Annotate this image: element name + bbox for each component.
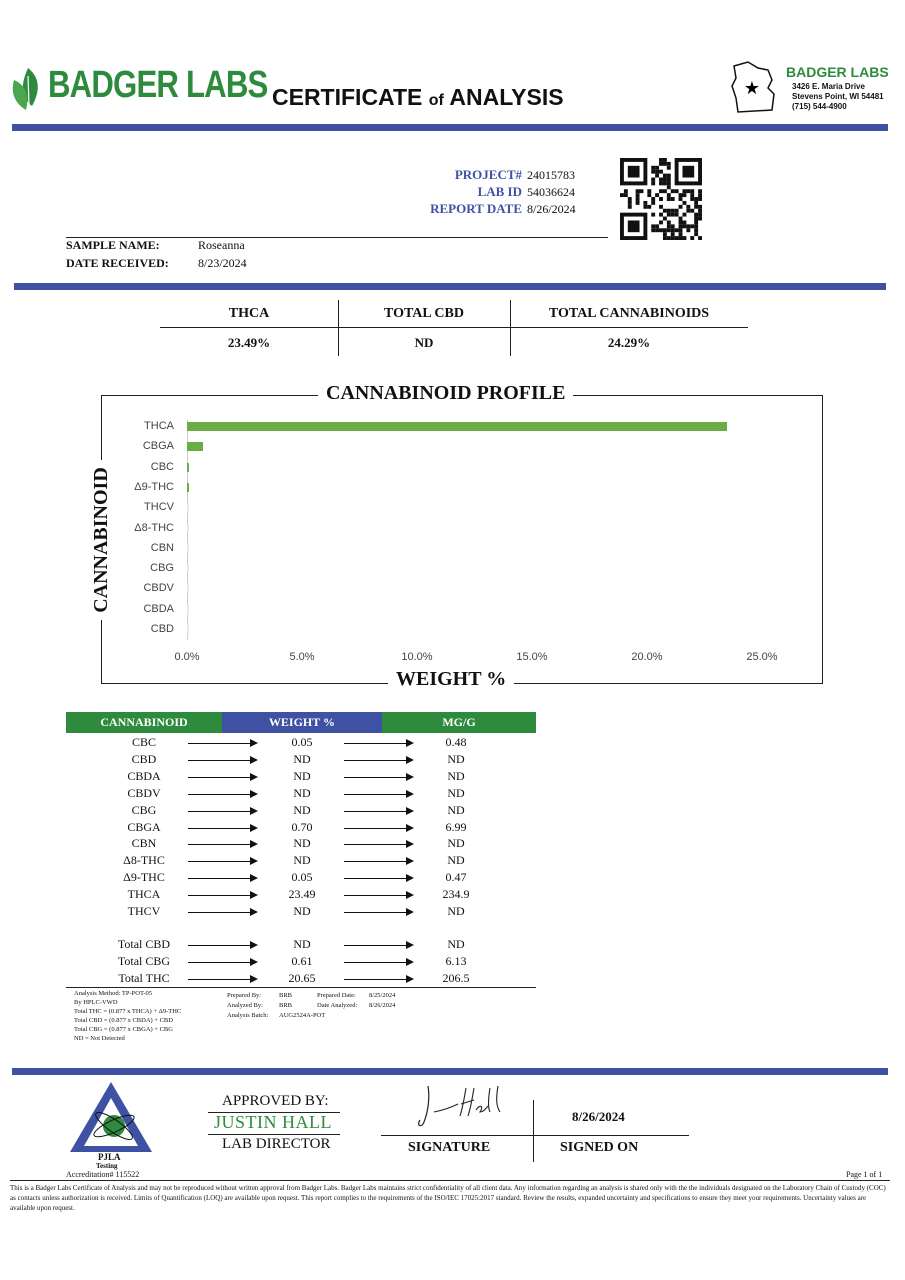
disclaimer-text: This is a Badger Labs Certificate of Analysis and may not be reproduced without written approval from Badger Labs. Badger Labs maintains strict confidentiality of all client data. Any information regarding an analysis is shared only with the the individuals designated on the Laboratory Chain of Custody (COC) as contacts unless authorization is received. Limits of Quantification (LOQ) are available upon request. This report complies to the requirements of the ISO/IEC 17025:2017 standard. Review the results, expanded uncertainty and specifications to ensure they meet your requirements. Uncertainty values are available upon request.	[10, 1184, 886, 1212]
chart-bar	[187, 442, 203, 451]
mg-g-cell: 6.99	[445, 819, 467, 834]
arrow-icon	[188, 777, 256, 778]
chart-bar	[187, 524, 189, 533]
chart-category-label: CBG	[150, 562, 174, 575]
cannabinoid-cell: Total CBG	[117, 953, 171, 968]
header-divider	[12, 124, 888, 131]
summary-header-thca: THCA	[228, 306, 270, 321]
weight-cell: ND	[293, 785, 311, 800]
lab-address-line2: Stevens Point, WI 54481	[792, 92, 884, 101]
pjla-logo	[68, 1080, 154, 1154]
sample-name-value: Roseanna	[198, 238, 245, 252]
chart-tick-label: 25.0%	[746, 651, 778, 663]
weight-cell: ND	[293, 802, 311, 817]
mg-g-cell: 0.47	[445, 870, 467, 885]
mg-g-cell: ND	[447, 904, 465, 918]
chart-category-label: THCA	[144, 420, 174, 432]
table-row	[66, 887, 536, 904]
cannabinoid-cell: THCV	[127, 904, 161, 918]
report-date-value: 8/26/2024	[527, 202, 576, 216]
arrow-icon	[344, 777, 412, 778]
lab-address-line1: 3426 E. Maria Drive	[792, 82, 865, 91]
mg-g-cell: ND	[447, 751, 465, 766]
cannabinoid-cell: CBC	[131, 735, 156, 749]
signature-image	[414, 1082, 510, 1134]
cannabinoid-cell: CBGA	[127, 819, 161, 834]
lab-phone: (715) 544-4900	[792, 102, 847, 111]
summary-value-total-cbd: ND	[414, 335, 434, 350]
chart-category-label: CBN	[150, 541, 174, 554]
chart-frame	[101, 395, 823, 684]
totals-row	[66, 937, 536, 954]
table-row	[66, 870, 536, 887]
date-received-value: 8/23/2024	[198, 256, 247, 270]
weight-cell: ND	[293, 904, 311, 918]
cannabinoid-cell: THCA	[127, 887, 161, 902]
signature-line	[381, 1135, 689, 1136]
chart-bar	[187, 544, 189, 553]
arrow-icon	[188, 861, 256, 862]
svg-text:★: ★	[743, 78, 761, 99]
arrow-icon	[188, 979, 256, 980]
chart-category-label: CBDV	[143, 582, 174, 595]
arrow-icon	[188, 945, 256, 946]
prep-info: Prepared By: BRB Prepared Date: 8/25/2024 Analyzed By: BRB Date Analyzed: 8/26/2024 Analysis Batch: AUG2524A-POT	[227, 992, 396, 1019]
summary-value-total-cannabinoids: 24.29%	[607, 335, 651, 350]
chart-tick-label: 15.0%	[516, 651, 548, 663]
lab-id-label: LAB ID	[477, 184, 522, 199]
arrow-icon	[344, 962, 412, 963]
lab-id-value: 54036624	[527, 185, 575, 199]
arrow-icon	[188, 794, 256, 795]
cannabinoid-cell: CBDA	[127, 768, 161, 783]
weight-cell: 0.05	[291, 870, 313, 885]
mg-g-cell: 234.9	[442, 887, 470, 902]
brand-logo	[10, 66, 46, 112]
method-note-line: By HPLC-VWD	[74, 999, 118, 1006]
arrow-icon	[344, 811, 412, 812]
weight-cell: 23.49	[288, 887, 316, 902]
mg-g-cell: ND	[447, 853, 465, 868]
results-header-cannabinoid: CANNABINOID	[66, 712, 222, 733]
table-row	[66, 769, 536, 786]
summary-value-thca: 23.49%	[227, 335, 271, 350]
cannabinoid-cell: CBN	[131, 836, 157, 851]
signed-on-label: SIGNED ON	[560, 1140, 639, 1155]
arrow-icon	[188, 844, 256, 845]
chart-y-axis-title: CANNABINOID	[90, 460, 116, 620]
document-title: CERTIFICATE of ANALYSIS	[272, 84, 564, 110]
chart-category-label: Δ9-THC	[134, 480, 174, 493]
chart-tick-label: 10.0%	[401, 651, 433, 663]
chart-x-axis-title: WEIGHT %	[388, 668, 514, 691]
summary-header-total-cannabinoids: TOTAL CANNABINOIDS	[548, 306, 710, 321]
arrow-icon	[188, 912, 256, 913]
arrow-icon	[344, 878, 412, 879]
signature-label: SIGNATURE	[408, 1140, 491, 1155]
weight-cell: 20.65	[288, 970, 316, 985]
method-note-line: Total CBD = (0.877 x CBDA) + CBD	[74, 1017, 173, 1024]
mg-g-cell: ND	[447, 937, 465, 951]
arrow-icon	[188, 895, 256, 896]
weight-cell: 0.61	[291, 953, 313, 968]
arrow-icon	[344, 844, 412, 845]
arrow-icon	[344, 828, 412, 829]
arrow-icon	[344, 861, 412, 862]
chart-category-label: Δ8-THC	[134, 521, 174, 534]
chart-bar	[187, 625, 189, 634]
cannabinoid-cell: CBDV	[127, 785, 161, 800]
pjla-label: PJLA	[98, 1152, 121, 1162]
chart-bar	[187, 463, 189, 472]
cannabinoid-cell: Total CBD	[117, 937, 171, 951]
cannabinoid-cell: Δ8-THC	[123, 853, 165, 868]
accreditation-number: Accreditation# 115522	[66, 1170, 140, 1179]
arrow-icon	[344, 945, 412, 946]
chart-bar	[187, 584, 189, 593]
results-header-mg-g: MG/G	[382, 712, 536, 733]
arrow-icon	[344, 895, 412, 896]
chart-category-label: THCV	[144, 501, 174, 514]
approver-line-bottom	[208, 1134, 340, 1135]
chart-bar	[187, 483, 189, 492]
chart-tick-label: 5.0%	[289, 651, 315, 663]
table-row	[66, 853, 536, 870]
chart-tick-label: 20.0%	[631, 651, 663, 663]
approved-by-label: APPROVED BY:	[222, 1093, 329, 1109]
mg-g-cell: ND	[447, 768, 465, 783]
cannabinoid-cell: Total THC	[118, 970, 170, 985]
method-note-line: Total THC = (0.877 x THCA) + Δ9-THC	[74, 1008, 182, 1015]
arrow-icon	[344, 743, 412, 744]
weight-cell: ND	[293, 751, 311, 766]
chart-title: CANNABINOID PROFILE	[318, 382, 573, 405]
chart-category-label: CBGA	[142, 440, 174, 453]
sample-name-label: SAMPLE NAME:	[66, 238, 160, 252]
project-value: 24015783	[527, 168, 575, 182]
wisconsin-map-icon	[728, 58, 780, 118]
project-label: PROJECT#	[454, 167, 522, 182]
page-number: Page 1 of 1	[846, 1170, 883, 1179]
chart-bar	[187, 564, 189, 573]
table-row	[66, 786, 536, 803]
approver-name: JUSTIN HALL	[214, 1112, 332, 1132]
report-date-label: REPORT DATE	[430, 201, 522, 216]
totals-row	[66, 971, 536, 988]
table-row	[66, 752, 536, 769]
signature-divider	[533, 1100, 534, 1162]
mg-g-cell: 6.13	[445, 953, 467, 968]
lab-name: BADGER LABS	[786, 64, 889, 80]
table-row	[66, 836, 536, 853]
arrow-icon	[344, 912, 412, 913]
chart-bar	[187, 503, 189, 512]
chart-tick-label: 0.0%	[174, 651, 200, 663]
arrow-icon	[188, 878, 256, 879]
mg-g-cell: 0.48	[445, 735, 467, 749]
arrow-icon	[188, 760, 256, 761]
table-row	[66, 904, 536, 921]
arrow-icon	[188, 743, 256, 744]
chart-category-label: CBDA	[143, 602, 174, 615]
method-notes	[74, 989, 224, 1043]
brand-name: BADGER LABS	[48, 64, 268, 106]
signed-date: 8/26/2024	[572, 1109, 625, 1124]
section-divider	[14, 283, 886, 290]
chart-bar	[187, 605, 189, 614]
mg-g-cell: ND	[447, 802, 465, 817]
method-note-line: Analysis Method: TP-POT-05	[74, 990, 153, 997]
date-received-label: DATE RECEIVED:	[66, 256, 169, 270]
arrow-icon	[188, 828, 256, 829]
table-row	[66, 820, 536, 837]
chart-bar	[187, 422, 727, 431]
cannabinoid-cell: CBG	[131, 802, 157, 817]
footer-divider	[12, 1068, 888, 1075]
cannabinoid-cell: CBD	[131, 751, 157, 766]
weight-cell: ND	[293, 937, 311, 951]
summary-header-total-cbd: TOTAL CBD	[383, 306, 464, 321]
arrow-icon	[344, 794, 412, 795]
mg-g-cell: ND	[447, 836, 465, 851]
table-row	[66, 803, 536, 820]
totals-row	[66, 954, 536, 971]
table-row	[66, 735, 536, 752]
weight-cell: 0.70	[291, 819, 313, 834]
weight-cell: 0.05	[291, 735, 313, 749]
weight-cell: ND	[293, 853, 311, 868]
arrow-icon	[188, 962, 256, 963]
mg-g-cell: ND	[447, 785, 465, 800]
method-note-line: Total CBG = (0.877 x CBGA) + CBG	[74, 1026, 173, 1033]
chart-category-label: CBC	[150, 460, 174, 473]
weight-cell: ND	[293, 836, 311, 851]
summary-table	[160, 300, 748, 356]
arrow-icon	[188, 811, 256, 812]
results-bottom-line	[66, 987, 536, 988]
mg-g-cell: 206.5	[442, 970, 470, 985]
results-header-weight: WEIGHT %	[222, 712, 382, 733]
method-note-line: ND = Not Detected	[74, 1035, 125, 1042]
weight-cell: ND	[293, 768, 311, 783]
cannabinoid-cell: Δ9-THC	[123, 870, 165, 885]
chart-category-label: CBD	[150, 623, 174, 635]
arrow-icon	[344, 760, 412, 761]
arrow-icon	[344, 979, 412, 980]
disclaimer-line	[10, 1180, 890, 1181]
approver-role: LAB DIRECTOR	[222, 1136, 331, 1152]
pjla-sub: Testing	[96, 1162, 118, 1170]
qr-code	[620, 158, 702, 240]
